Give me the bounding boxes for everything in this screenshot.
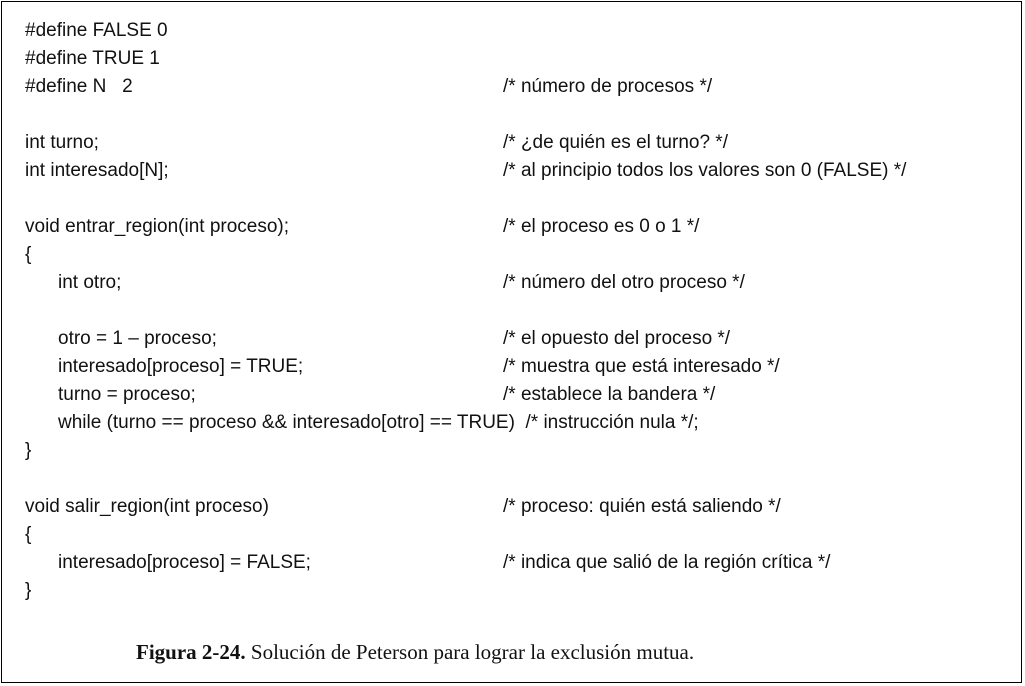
code-statement: {	[25, 244, 32, 265]
figure-caption	[136, 640, 694, 665]
code-comment: /* número del otro proceso */	[503, 272, 745, 293]
code-statement: #define FALSE 0	[25, 20, 168, 41]
caption-label: Figura 2-24.	[136, 640, 246, 664]
code-statement: {	[25, 524, 32, 545]
code-statement: void entrar_region(int proceso);	[25, 216, 290, 237]
code-comment: /* número de procesos */	[503, 76, 713, 97]
code-statement: #define N 2	[25, 76, 133, 97]
caption-text: Solución de Peterson para lograr la exclusión mutua.	[245, 640, 695, 664]
code-comment: /* establece la bandera */	[503, 384, 716, 405]
code-statement: int interesado[N];	[25, 160, 169, 181]
code-comment: /* el opuesto del proceso */	[503, 328, 731, 349]
code-statement: void salir_region(int proceso)	[25, 496, 269, 517]
code-statement: }	[25, 580, 32, 601]
code-statement: otro = 1 – proceso;	[58, 328, 217, 349]
code-statement: #define TRUE 1	[25, 48, 160, 69]
code-comment: /* el proceso es 0 o 1 */	[503, 216, 700, 237]
code-statement: interesado[proceso] = TRUE;	[58, 356, 304, 377]
code-comment: /* ¿de quién es el turno? */	[503, 132, 728, 153]
code-comment: /* muestra que está interesado */	[503, 356, 780, 377]
code-statement: int turno;	[25, 132, 99, 153]
code-comment: /* proceso: quién está saliendo */	[503, 496, 781, 517]
code-statement: turno = proceso;	[58, 384, 196, 405]
code-statement: }	[25, 440, 32, 461]
code-comment: /* indica que salió de la región crítica */	[503, 552, 831, 573]
code-statement: while (turno == proceso && interesado[otro] == TRUE) /* instrucción nula */;	[58, 412, 699, 433]
code-statement: int otro;	[58, 272, 122, 293]
code-comment: /* al principio todos los valores son 0 (FALSE) */	[503, 160, 907, 181]
code-statement: interesado[proceso] = FALSE;	[58, 552, 311, 573]
